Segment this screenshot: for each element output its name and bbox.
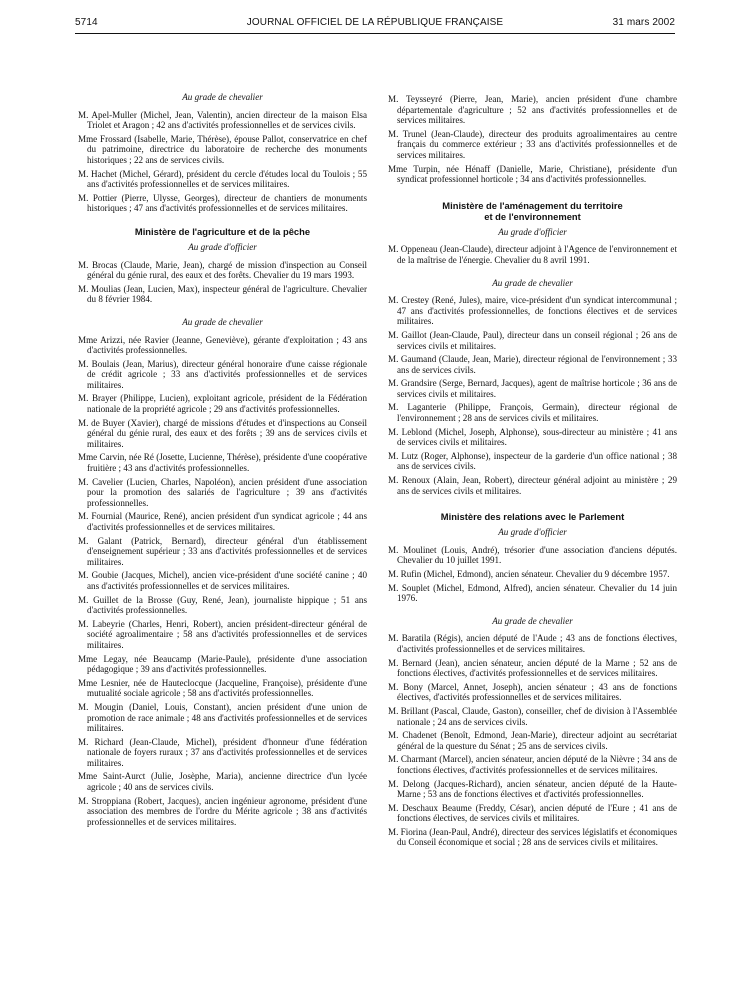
list-entry: M. Fiorina (Jean-Paul, André), directeur des services législatifs et économiques du Conseil économique et social ; 28 ans de services civils et militaires. <box>388 826 677 848</box>
list-entry: M. Gaillot (Jean-Claude, Paul), directeur dans un conseil régional ; 26 ans de services civils et militaires. <box>388 329 677 351</box>
page-header <box>75 17 675 31</box>
list-entry: M. Bernard (Jean), ancien sénateur, ancien député de la Marne ; 52 ans de fonctions électives, d'activités professionnelles et de services militaires. <box>388 657 677 679</box>
list-entry: M. Mougin (Daniel, Louis, Constant), ancien président d'une union de promotion de race animale ; 48 ans d'activités professionnelles et de services militaires. <box>78 701 367 734</box>
list-entry: M. Moulinet (Louis, André), trésorier d'une association d'anciens députés. Chevalier du 10 juillet 1991. <box>388 544 677 566</box>
left-column <box>78 92 367 830</box>
list-entry: M. Hachet (Michel, Gérard), président du cercle d'études local du Toulois ; 55 ans d'activités professionnelles et de services militaires. <box>78 168 367 190</box>
list-entry: M. Teysseyré (Pierre, Jean, Marie), ancien président d'une chambre départementale d'agriculture ; 52 ans d'activités professionnelles et de services militaires. <box>388 94 677 126</box>
list-entry: M. Richard (Jean-Claude, Michel), président d'honneur d'une fédération nationale de foyers ruraux ; 37 ans d'activités professionnelles et de services militaires. <box>78 736 367 768</box>
list-entry: M. Delong (Jacques-Richard), ancien sénateur, ancien député de la Haute-Marne ; 53 ans de fonctions électives et d'activités professionnelles. <box>388 778 677 800</box>
grade-heading: Au grade de chevalier <box>492 615 573 626</box>
list-entry: M. Baratila (Régis), ancien député de l'Aude ; 43 ans de fonctions électives, d'activités professionnelles et de services militaires. <box>388 633 677 654</box>
header-rule <box>75 33 675 34</box>
list-entry: M. Grandsire (Serge, Bernard, Jacques), agent de maîtrise horticole ; 36 ans de services civils et militaires. <box>388 378 677 399</box>
issue-date: 31 mars 2002 <box>612 17 675 28</box>
list-entry: M. Souplet (Michel, Edmond, Alfred), ancien sénateur. Chevalier du 14 juin 1976. <box>388 582 677 604</box>
list-entry: Mme Legay, née Beaucamp (Marie-Paule), présidente d'une association pédagogique ; 39 ans d'activités professionnelles. <box>78 653 367 675</box>
list-entry: M. Brocas (Claude, Marie, Jean), chargé de mission d'inspection au Conseil général du génie rural, des eaux et des forêts. Chevalier du 19 mars 1993. <box>78 259 367 281</box>
list-entry: M. Renoux (Alain, Jean, Robert), directeur général adjoint au ministère ; 29 ans de services civils et militaires. <box>388 475 677 496</box>
list-entry: M. de Buyer (Xavier), chargé de missions d'études et d'inspections au Conseil général du génie rural, des eaux et des forêts ; 39 ans de services civils et militaires. <box>78 417 367 449</box>
list-entry: M. Brayer (Philippe, Lucien), exploitant agricole, président de la Fédération nationale de la propriété agricole ; 29 ans d'activités professionnelles. <box>78 393 367 415</box>
list-entry: M. Labeyrie (Charles, Henri, Robert), ancien président-directeur général de société agroalimentaire ; 58 ans d'activités professionnelles et de services militaires. <box>78 618 367 650</box>
grade-heading: Au grade d'officier <box>498 226 567 237</box>
list-entry: M. Bony (Marcel, Annet, Joseph), ancien sénateur ; 43 ans de fonctions électives, d'activités professionnelles et de services militaires. <box>388 681 677 703</box>
list-entry: M. Moulias (Jean, Lucien, Max), inspecteur général de l'agriculture. Chevalier du 8 février 1984. <box>78 283 367 305</box>
grade-heading: Au grade d'officier <box>188 241 257 252</box>
list-entry: M. Charmant (Marcel), ancien sénateur, ancien député de la Nièvre ; 34 ans de fonctions électives, d'activités professionnelles et de services militaires. <box>388 754 677 775</box>
grade-heading: Au grade de chevalier <box>182 316 263 327</box>
ministry-heading <box>388 200 677 222</box>
list-entry: M. Leblond (Michel, Joseph, Alphonse), sous-directeur au ministère ; 41 ans de services civils et militaires. <box>388 426 677 448</box>
ministry-heading-line: Ministère de l'aménagement du territoire <box>442 199 623 211</box>
list-entry: Mme Turpin, née Hénaff (Danielle, Marie, Christiane), présidente d'un syndicat professionnel horticole ; 34 ans d'activités professionnelles. <box>388 163 677 185</box>
ministry-heading-line: et de l'environnement <box>484 210 581 222</box>
grade-heading: Au grade d'officier <box>498 527 567 538</box>
list-entry: Mme Lesnier, née de Hauteclocque (Jacqueline, Françoise), présidente d'une mutualité sociale agricole ; 58 ans d'activités professionnelles. <box>78 677 367 699</box>
list-entry: M. Cavelier (Lucien, Charles, Napoléon), ancien président d'une association pour la promotion des salariés de l'agriculture ; 39 ans d'activités professionnelles. <box>78 476 367 508</box>
list-entry: M. Rufin (Michel, Edmond), ancien sénateur. Chevalier du 9 décembre 1957. <box>388 569 670 579</box>
list-entry: Mme Carvin, née Ré (Josette, Lucienne, Thérèse), présidente d'une coopérative fruitière ; 43 ans d'activités professionnelles. <box>78 452 367 474</box>
list-entry: Mme Saint-Aurct (Julie, Josèphe, Maria), ancienne directrice d'un lycée agricole ; 40 ans de services civils. <box>78 771 367 793</box>
list-entry: M. Fournial (Maurice, René), ancien président d'un syndicat agricole ; 44 ans d'activités professionnelles et de services militaires. <box>78 511 367 532</box>
list-entry: M. Goubie (Jacques, Michel), ancien vice-président d'une société canine ; 40 ans d'activités professionnelles et de services militaires. <box>78 570 367 591</box>
list-entry: M. Stroppiana (Robert, Jacques), ancien ingénieur agronome, président d'une association des membres de l'ordre du Mérite agricole ; 38 ans d'activités professionnelles et de services militaires. <box>78 795 367 827</box>
list-entry: M. Crestey (René, Jules), maire, vice-président d'un syndicat intercommunal ; 47 ans d'activités professionnelles, de fonctions électives et de services militaires. <box>388 295 677 327</box>
ministry-heading: Ministère des relations avec le Parlement <box>440 511 625 523</box>
list-entry: M. Apel-Muller (Michel, Jean, Valentin), ancien directeur de la maison Elsa Triolet et Aragon ; 42 ans d'activités professionnelles et de services civils. <box>78 109 367 131</box>
ministry-heading: Ministère de l'agriculture et de la pêche <box>134 225 311 237</box>
list-entry: M. Chadenet (Benoît, Edmond, Jean-Marie), directeur adjoint au secrétariat général de la questure du Sénat ; 25 ans de services civils. <box>388 730 677 751</box>
grade-heading: Au grade de chevalier <box>182 92 263 102</box>
list-entry: M. Brillant (Pascal, Claude, Gaston), conseiller, chef de division à l'Assemblée nationale ; 24 ans de services civils. <box>388 705 677 727</box>
list-entry: M. Pottier (Pierre, Ulysse, Georges), directeur de chantiers de monuments historiques ; 47 ans d'activités professionnelles et de services militaires. <box>78 192 367 214</box>
list-entry: M. Boulais (Jean, Marius), directeur général honoraire d'une caisse régionale de crédit agricole ; 33 ans d'activités professionnelles et de services militaires. <box>78 358 367 390</box>
list-entry: M. Deschaux Beaume (Freddy, César), ancien député de l'Eure ; 41 ans de fonctions électives, de services civils et militaires. <box>388 802 677 824</box>
right-column <box>388 94 677 851</box>
list-entry: M. Oppeneau (Jean-Claude), directeur adjoint à l'Agence de l'environnement et de la maîtrise de l'énergie. Chevalier du 8 avril 1991. <box>388 244 677 265</box>
list-entry: Mme Frossard (Isabelle, Marie, Thérèse), épouse Pallot, conservatrice en chef du patrimoine, directrice du laboratoire de recherche des monuments historiques ; 22 ans de services civils. <box>78 133 367 165</box>
list-entry: M. Gaumand (Claude, Jean, Marie), directeur régional de l'environnement ; 33 ans de services civils. <box>388 354 677 375</box>
page-number: 5714 <box>75 17 98 28</box>
list-entry: M. Galant (Patrick, Bernard), directeur général d'un établissement d'enseignement supérieur ; 33 ans d'activités professionnelles et de services militaires. <box>78 535 367 567</box>
list-entry: M. Guillet de la Brosse (Guy, René, Jean), journaliste hippique ; 51 ans d'activités professionnelles. <box>78 594 367 616</box>
journal-title: JOURNAL OFFICIEL DE LA RÉPUBLIQUE FRANÇAISE <box>246 17 504 28</box>
list-entry: Mme Arizzi, née Ravier (Jeanne, Geneviève), gérante d'exploitation ; 43 ans d'activités professionnelles. <box>78 334 367 356</box>
list-entry: M. Trunel (Jean-Claude), directeur des produits agroalimentaires au centre français du commerce extérieur ; 33 ans d'activités professionnelles et de services militaires. <box>388 128 677 160</box>
list-entry: M. Laganterie (Philippe, François, Germain), directeur régional de l'environnement ; 28 ans de services civils et militaires. <box>388 402 677 424</box>
list-entry: M. Lutz (Roger, Alphonse), inspecteur de la garderie d'un office national ; 38 ans de services civils. <box>388 450 677 472</box>
grade-heading: Au grade de chevalier <box>492 277 573 288</box>
